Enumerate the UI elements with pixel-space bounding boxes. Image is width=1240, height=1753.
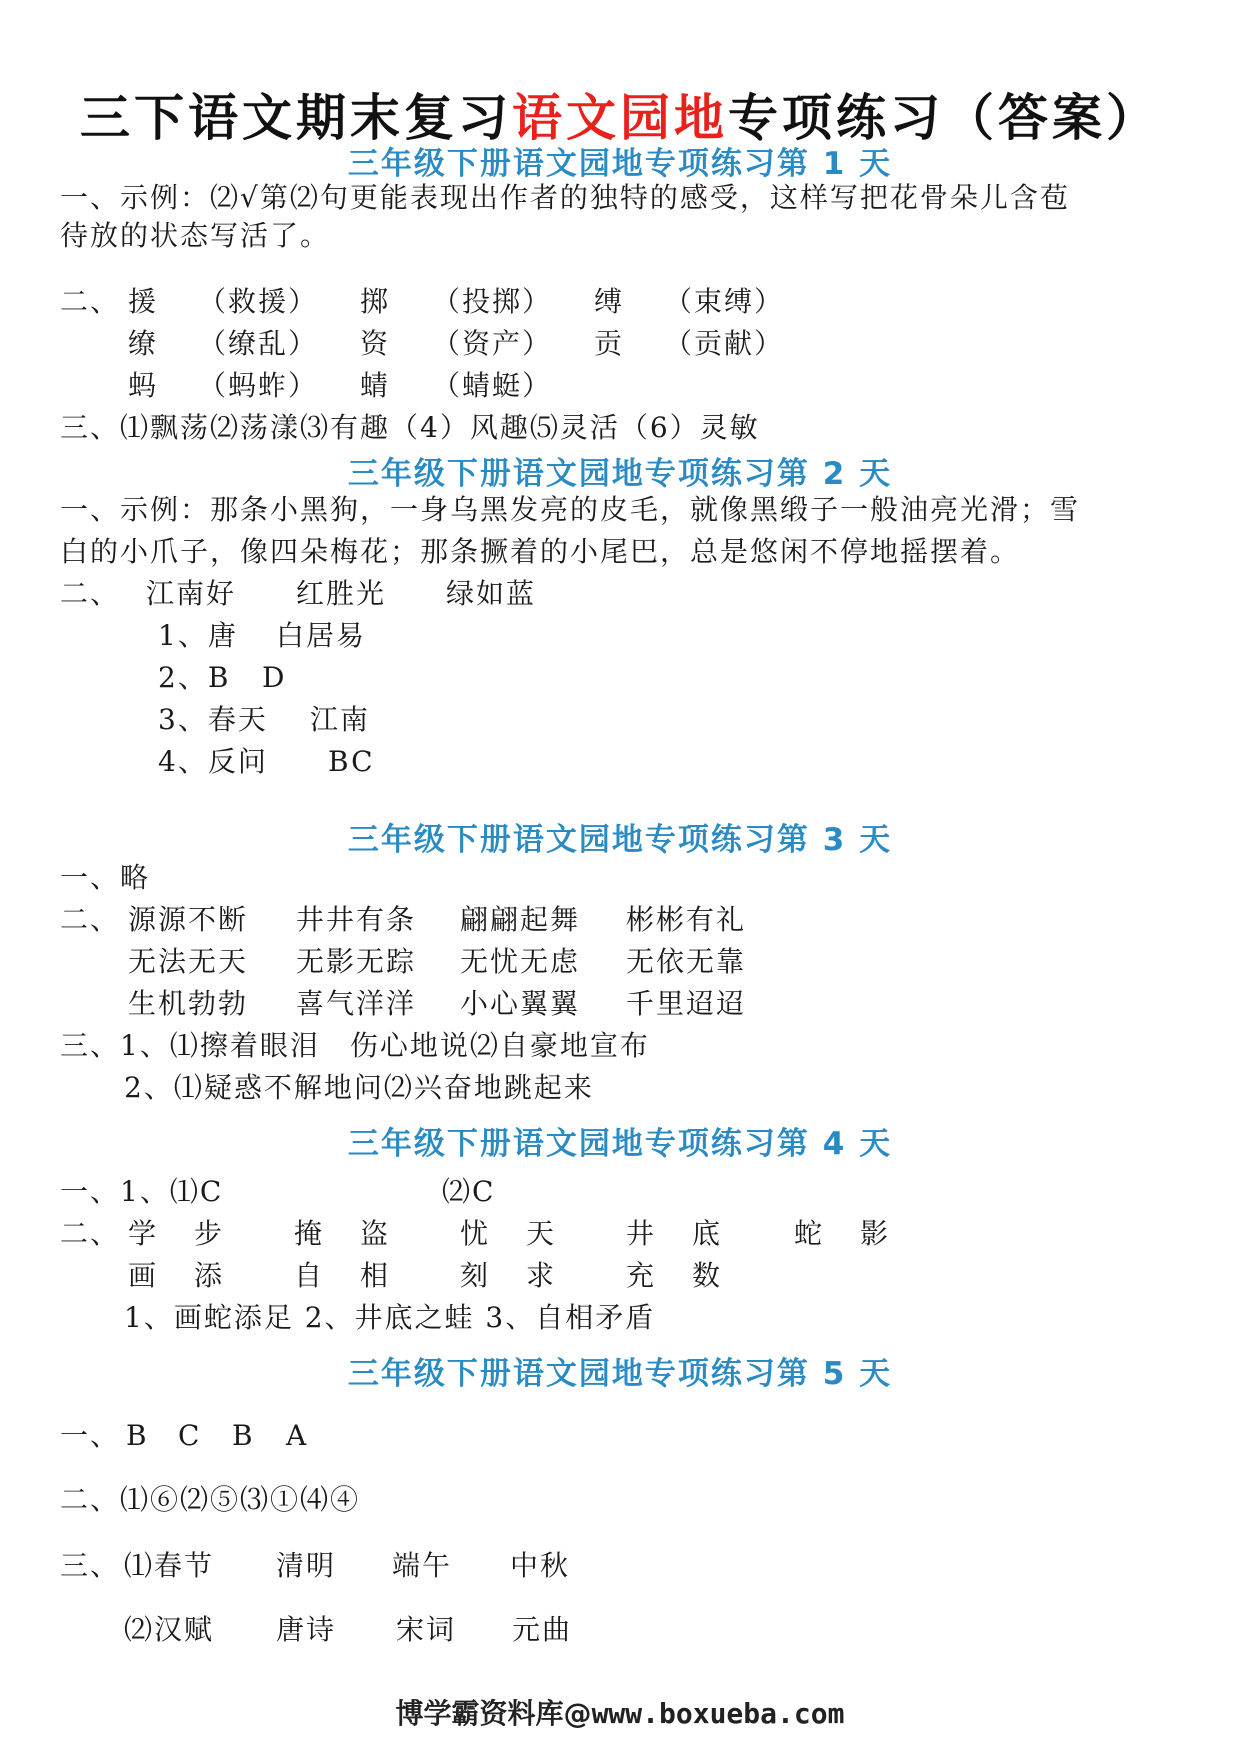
char-cell: 步	[194, 1217, 225, 1250]
footer-url: www.boxueba.com	[591, 1697, 845, 1730]
day1-q2-prefix: 二、	[60, 285, 121, 318]
day5-heading: 三年级下册语文园地专项练习第 5 天	[347, 1356, 893, 1392]
idiom-cell: 喜气洋洋	[296, 987, 417, 1020]
char-cell: 学	[128, 1217, 159, 1250]
idiom-cell: 无忧无虑	[460, 945, 581, 978]
word-cell: （救援）	[198, 285, 319, 318]
day1-q3: 三、⑴飘荡⑵荡漾⑶有趣（4）风趣⑸灵活（6）灵敏	[60, 411, 760, 444]
answer-cell: 唐诗	[276, 1613, 337, 1646]
char-cell: 缭	[128, 327, 159, 360]
idiom-cell: 无法无天	[128, 945, 249, 978]
sub-label: 2、B	[158, 661, 231, 694]
answer-cell: 清明	[276, 1549, 337, 1582]
char-cell: 缚	[594, 285, 625, 318]
sub-value: 白居易	[276, 619, 367, 652]
char-cell: 自	[294, 1259, 325, 1292]
char-cell: 影	[860, 1217, 891, 1250]
day1-q1-line1: 一、示例：⑵√第⑵句更能表现出作者的独特的感受，这样写把花骨朵儿含苞	[60, 181, 1070, 214]
char-cell: 数	[692, 1259, 723, 1292]
title-part3: 专项练习（答案）	[728, 89, 1160, 147]
word-cell: （资产）	[432, 327, 553, 360]
day1-q1-line2: 待放的状态写活了。	[60, 219, 331, 252]
day4-q1-a: 一、1、⑴C	[60, 1175, 224, 1208]
word-cell: （束缚）	[664, 285, 785, 318]
sub-label: 1、唐	[158, 619, 238, 652]
footer-watermark	[0, 1692, 1240, 1732]
char-cell: 忧	[460, 1217, 491, 1250]
sub-label: 3、春天	[158, 703, 268, 736]
char-cell: 画	[128, 1259, 159, 1292]
char-cell: 底	[692, 1217, 723, 1250]
title-highlight: 语文园地	[512, 89, 728, 147]
word-cell: （蚂蚱）	[198, 369, 319, 402]
day1-heading: 三年级下册语文园地专项练习第 1 天	[347, 146, 893, 182]
day2-q1-line1: 一、示例：那条小黑狗，一身乌黑发亮的皮毛，就像黑缎子一般油亮光滑；雪	[60, 493, 1081, 526]
char-cell: 资	[360, 327, 391, 360]
answer-cell: 中秋	[510, 1549, 571, 1582]
idiom-cell: 千里迢迢	[626, 987, 747, 1020]
idiom-cell: 无依无靠	[626, 945, 747, 978]
day5-q1-prefix: 一、	[60, 1419, 121, 1452]
idiom-cell: 翩翩起舞	[460, 903, 581, 936]
char-cell: 充	[626, 1259, 657, 1292]
char-cell: 天	[526, 1217, 557, 1250]
day4-q2-sub: 1、画蛇添足 2、井底之蛙 3、自相矛盾	[124, 1301, 656, 1334]
idiom-cell: 源源不断	[128, 903, 249, 936]
word-cell: 江南好	[146, 577, 237, 610]
answer-cell: ⑵汉赋	[124, 1613, 215, 1646]
title-part1: 三下语文期末复习	[80, 89, 512, 147]
word-cell: （蜻蜓）	[432, 369, 553, 402]
sub-value: BC	[328, 745, 375, 778]
answer-cell: A	[286, 1419, 309, 1452]
word-cell: （贡献）	[664, 327, 785, 360]
day4-q1-b: ⑵C	[442, 1175, 496, 1208]
char-cell: 添	[194, 1259, 225, 1292]
day5-q3-prefix: 三、	[60, 1549, 121, 1582]
char-cell: 井	[626, 1217, 657, 1250]
idiom-cell: 无影无踪	[296, 945, 417, 978]
char-cell: 求	[526, 1259, 557, 1292]
day3-q1: 一、略	[60, 861, 151, 894]
day3-q2-prefix: 二、	[60, 903, 121, 936]
day4-q2-prefix: 二、	[60, 1217, 121, 1250]
day4-heading: 三年级下册语文园地专项练习第 4 天	[347, 1126, 893, 1162]
idiom-cell: 小心翼翼	[460, 987, 581, 1020]
sub-label: 4、反问	[158, 745, 268, 778]
answer-cell: B	[126, 1419, 149, 1452]
char-cell: 相	[360, 1259, 391, 1292]
day3-q3-line1: 三、1、⑴擦着眼泪 伤心地说⑵自豪地宣布	[60, 1029, 650, 1062]
char-cell: 蛇	[794, 1217, 825, 1250]
answer-cell: C	[178, 1419, 202, 1452]
day2-q2-prefix: 二、	[60, 577, 121, 610]
char-cell: 蜻	[360, 369, 391, 402]
day2-heading: 三年级下册语文园地专项练习第 2 天	[347, 456, 893, 492]
idiom-cell: 井井有条	[296, 903, 417, 936]
word-cell: 绿如蓝	[446, 577, 537, 610]
char-cell: 刻	[460, 1259, 491, 1292]
char-cell: 掷	[360, 285, 391, 318]
word-cell: 红胜光	[296, 577, 387, 610]
idiom-cell: 彬彬有礼	[626, 903, 747, 936]
char-cell: 蚂	[128, 369, 159, 402]
word-cell: （投掷）	[432, 285, 553, 318]
sub-value: 江南	[310, 703, 371, 736]
char-cell: 掩	[294, 1217, 325, 1250]
word-cell: （缭乱）	[198, 327, 319, 360]
char-cell: 贡	[594, 327, 625, 360]
char-cell: 盗	[360, 1217, 391, 1250]
day2-q1-line2: 白的小爪子，像四朵梅花；那条撅着的小尾巴，总是悠闲不停地摇摆着。	[60, 535, 1021, 568]
sub-value: D	[262, 661, 287, 694]
day3-heading: 三年级下册语文园地专项练习第 3 天	[347, 822, 893, 858]
answer-cell: 端午	[392, 1549, 453, 1582]
footer-site: 博学霸资料库@	[395, 1697, 592, 1730]
day5-q2: 二、⑴⑥⑵⑤⑶①⑷④	[60, 1483, 361, 1516]
answer-cell: ⑴春节	[124, 1549, 215, 1582]
answer-cell: B	[232, 1419, 255, 1452]
answer-cell: 元曲	[512, 1613, 573, 1646]
idiom-cell: 生机勃勃	[128, 987, 249, 1020]
day3-q3-line2: 2、⑴疑惑不解地问⑵兴奋地跳起来	[124, 1071, 594, 1104]
answer-cell: 宋词	[396, 1613, 457, 1646]
char-cell: 援	[128, 285, 159, 318]
